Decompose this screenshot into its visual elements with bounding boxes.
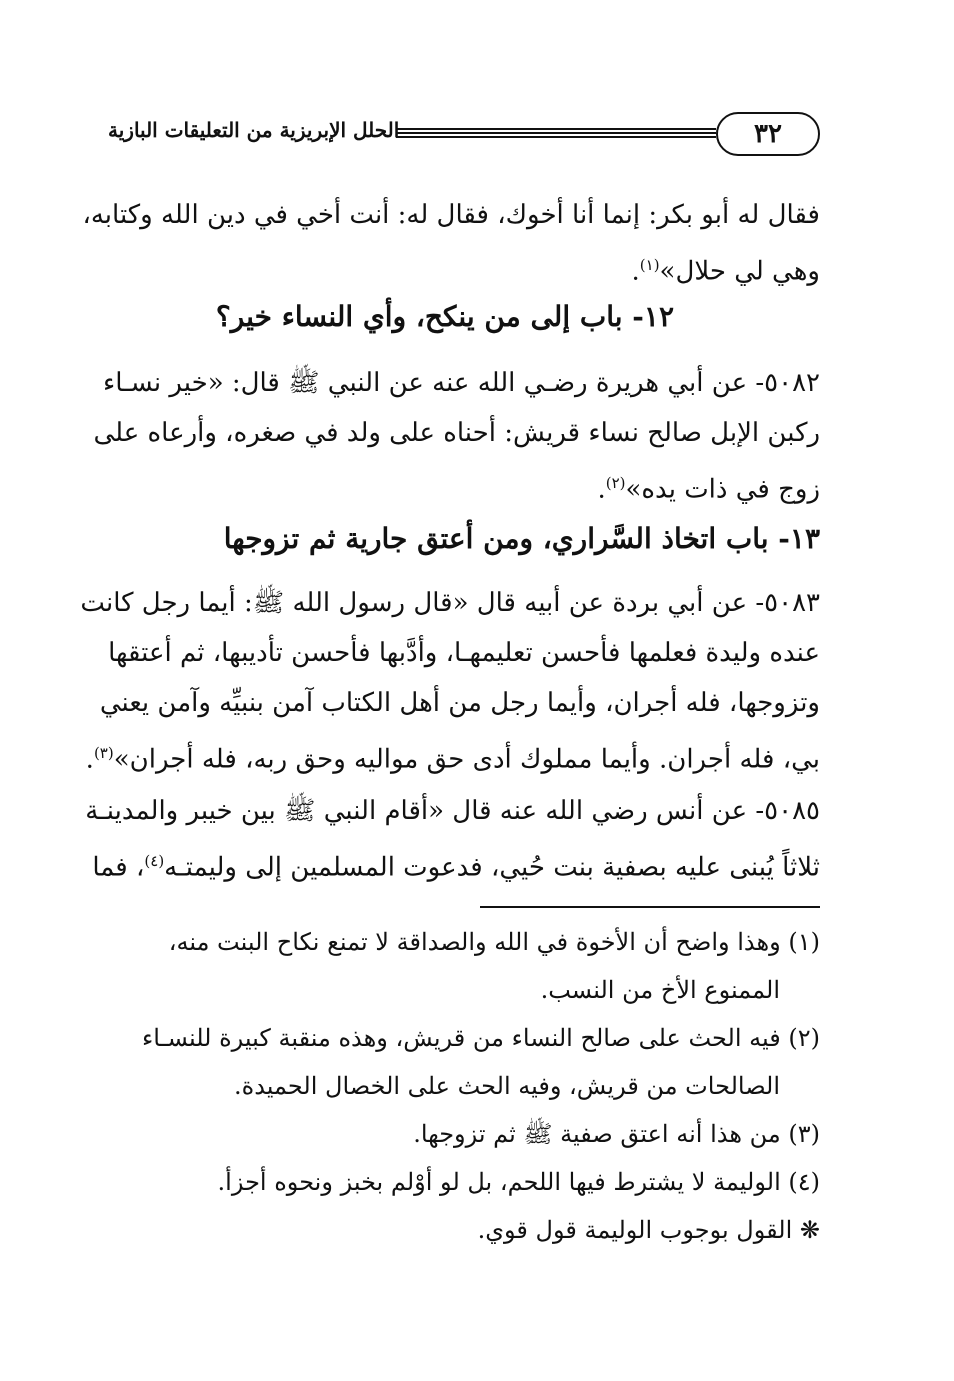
hadith-5085	[85, 786, 820, 886]
footnote-1: (١) وهذا واضح أن الأخوة في الله والصداقة لا تمنع نكاح البنت منه،	[168, 928, 820, 956]
footnote-2-cont: الصالحات من قريش، وفيه الحث على الخصال الحميدة.	[234, 1072, 780, 1100]
footnote-4: (٤) الوليمة لا يشترط فيها اللحم، بل لو أوْلم بخبز ونحوه أجزأ.	[217, 1168, 820, 1196]
text-line: ثلاثاً يُبنى عليه بصفية بنت حُيي، فدعوت المسلمين إلى وليمتـه$^{(٤)}$، فما	[92, 852, 820, 883]
footnote-separator	[480, 906, 820, 908]
footnote-ref: (٤)	[144, 852, 165, 870]
paragraph-1	[82, 190, 820, 290]
footnote-1-cont: الممنوع الأخ من النسب.	[540, 976, 780, 1004]
footnote-ref: (٣)	[93, 744, 114, 762]
text-line: وتزوجها، فله أجران، وأيما رجل من أهل الكتاب آمن بنبيِّه وآمن يعني	[99, 688, 820, 718]
text-line: ٥٠٨٥- عن أنس رضي الله عنه قال «أقام النبي ﷺ بين خيبر والمدينـة	[85, 796, 820, 826]
footnote-note: ❋ القول بوجوب الوليمة قول قوي.	[477, 1216, 820, 1244]
header-rule	[396, 128, 716, 138]
footnote-ref: (٢)	[605, 474, 626, 492]
text-line: عنده وليدة فعلمها فأحسن تعليمهـا، وأدَّبها فأحسن تأديبها، ثم أعتقها	[108, 638, 820, 668]
hadith-5083	[80, 578, 820, 778]
text-line: فقال له أبو بكر: إنما أنا أخوك، فقال له: أنت أخي في دين الله وكتابه،	[82, 200, 820, 230]
running-title: الحلل الإبريزية من التعليقات البازية	[108, 118, 400, 142]
footnotes	[108, 918, 820, 1254]
chapter-heading-13: ١٣- باب اتخاذ السَّراري، ومن أعتق جارية ثم تزوجها	[223, 522, 820, 555]
text-line: ٥٠٨٢- عن أبي هريرة رضـي الله عنه عن النبي ﷺ قال: «خير نسـاء	[102, 368, 820, 398]
footnote-3: (٣) من هذا أنه اعتق صفية ﷺ ثم تزوجها.	[413, 1120, 820, 1148]
chapter-heading-12: ١٢- باب إلى من ينكح، وأي النساء خير؟	[215, 300, 674, 333]
text-line: زوج في ذات يده»$^{(٢)}$.	[597, 474, 820, 505]
footnote-ref: (١)	[639, 256, 660, 274]
text-line: ركبن الإبل صالح نساء قريش: أحناه على ولد في صغره، وأرعاه على	[93, 418, 820, 448]
page-header	[108, 112, 820, 158]
text-line: وهي لي حلال»$^{(١)}$.	[631, 256, 820, 287]
text-line: ٥٠٨٣- عن أبي بردة عن أبيه قال «قال رسول الله ﷺ: أيما رجل كانت	[80, 588, 820, 618]
hadith-5082	[93, 358, 820, 508]
footnote-2: (٢) فيه الحث على صالح النساء من قريش، وهذه منقبة كبيرة للنسـاء	[141, 1024, 820, 1052]
page-number: ٣٢	[716, 112, 820, 156]
text-line: بي، فله أجران. وأيما مملوك أدى حق مواليه وحق ربه، فله أجران»$^{(٣)}$.	[85, 744, 820, 775]
